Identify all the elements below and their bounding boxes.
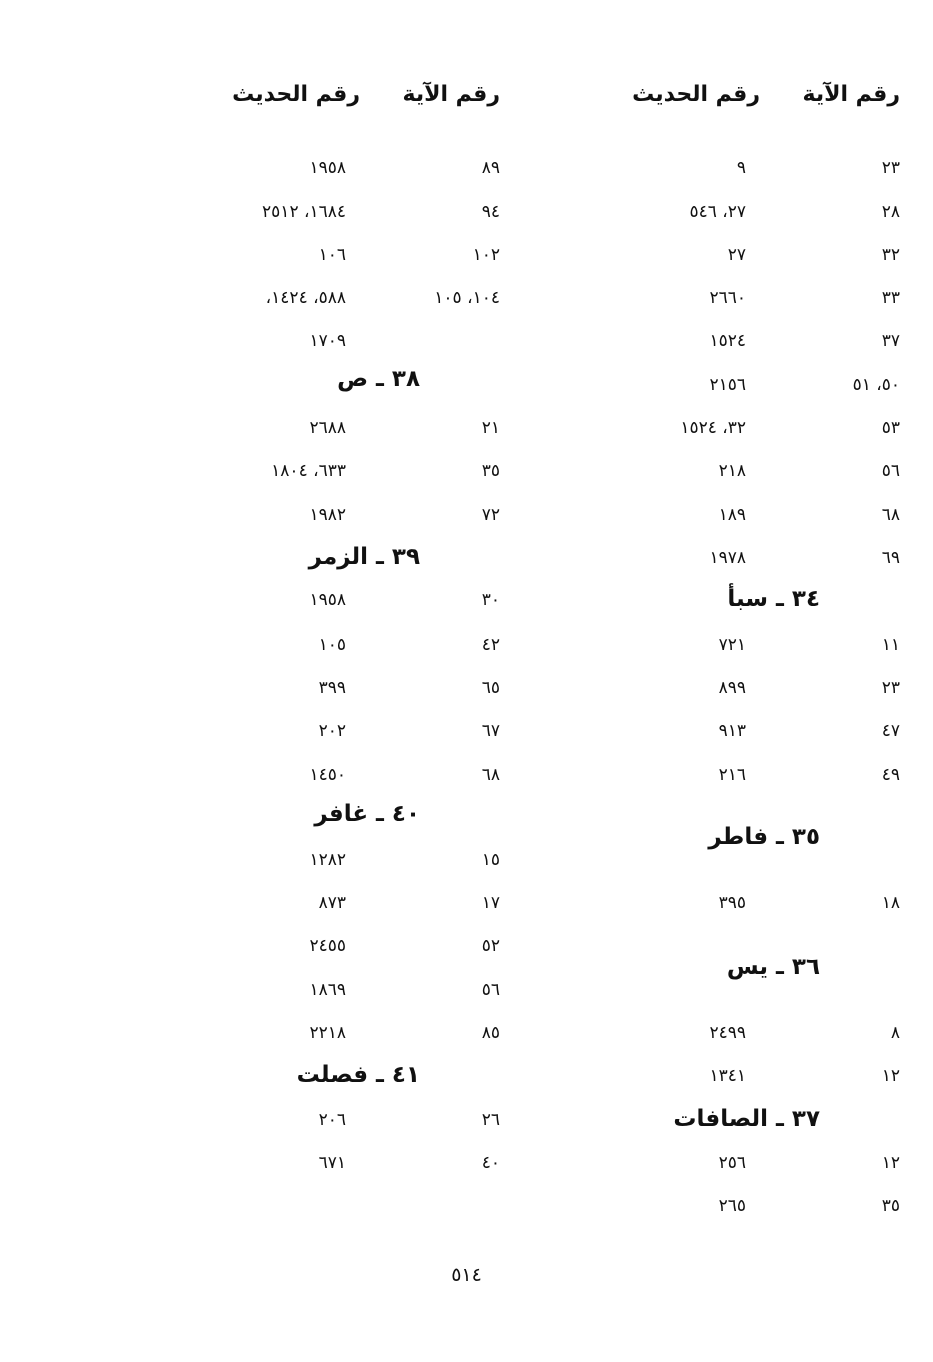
index-row <box>80 678 500 712</box>
aya-number: ٣٧ <box>881 331 900 351</box>
index-row <box>80 1153 500 1187</box>
index-row <box>480 461 900 495</box>
aya-number: ١٧ <box>481 893 500 913</box>
index-row <box>480 635 900 669</box>
aya-number: ٦٧ <box>481 721 500 741</box>
aya-number: ٦٩ <box>881 548 900 568</box>
aya-number: ٣٥ <box>881 1196 900 1216</box>
aya-number: ١٠٤، ١٠٥ <box>434 288 500 308</box>
surah-title: ٤٠ ـ غافر <box>314 801 420 827</box>
hadith-number-header: رقم الحديث <box>632 82 760 107</box>
hadith-number: ٥٨٨، ١٤٢٤، <box>265 288 346 308</box>
aya-number: ٦٨ <box>481 765 500 785</box>
aya-number: ٥٠، ٥١ <box>852 375 900 395</box>
surah-title: ٣٧ ـ الصافات <box>673 1106 820 1132</box>
index-row <box>480 288 900 322</box>
index-row <box>480 721 900 755</box>
index-row <box>80 590 500 624</box>
hadith-number: ١٣٤١ <box>709 1066 746 1086</box>
aya-number: ٢١ <box>481 418 500 438</box>
aya-number: ٩٤ <box>481 202 500 222</box>
index-row <box>80 721 500 755</box>
hadith-number: ٩١٣ <box>718 721 746 741</box>
aya-number: ٢٣ <box>881 678 900 698</box>
aya-number: ٦٥ <box>481 678 500 698</box>
aya-number: ٤٢ <box>481 635 500 655</box>
hadith-number: ١٤٥٠ <box>309 765 346 785</box>
index-row <box>480 245 900 279</box>
aya-number: ٨٩ <box>481 158 500 178</box>
hadith-number: ٢٠٦ <box>318 1110 346 1130</box>
left-column <box>80 0 500 1362</box>
hadith-number: ٣٩٥ <box>718 893 746 913</box>
hadith-number: ٢٢١٨ <box>309 1023 346 1043</box>
index-row <box>480 418 900 452</box>
surah-title: ٤١ ـ فصلت <box>296 1062 420 1088</box>
aya-number-header: رقم الآية <box>402 82 500 107</box>
index-row <box>480 548 900 582</box>
index-row <box>80 245 500 279</box>
index-row <box>480 1066 900 1100</box>
index-row <box>480 893 900 927</box>
hadith-number: ١٧٠٩ <box>309 331 346 351</box>
aya-number: ٥٢ <box>481 936 500 956</box>
index-row <box>80 461 500 495</box>
aya-number: ١٨ <box>881 893 900 913</box>
aya-number: ٨٥ <box>481 1023 500 1043</box>
surah-section-heading <box>480 954 900 992</box>
aya-number: ٣٢ <box>881 245 900 265</box>
hadith-number: ٢١٨ <box>718 461 746 481</box>
hadith-number: ٢٦٥ <box>718 1196 746 1216</box>
surah-section-heading <box>80 544 500 582</box>
hadith-number-header: رقم الحديث <box>232 82 360 107</box>
hadith-number: ٢٠٢ <box>318 721 346 741</box>
index-row <box>80 418 500 452</box>
aya-number: ٢٨ <box>881 202 900 222</box>
hadith-number: ٧٢١ <box>718 635 746 655</box>
aya-number: ١٢ <box>881 1153 900 1173</box>
hadith-number: ٣٢، ١٥٢٤ <box>680 418 746 438</box>
aya-number: ٣٣ <box>881 288 900 308</box>
aya-number-header: رقم الآية <box>802 82 900 107</box>
index-row <box>480 202 900 236</box>
hadith-number: ٨٧٣ <box>318 893 346 913</box>
surah-title: ٣٩ ـ الزمر <box>308 544 420 570</box>
surah-title: ٣٤ ـ سبأ <box>727 586 820 612</box>
hadith-number: ٦٣٣، ١٨٠٤ <box>271 461 346 481</box>
index-row <box>80 893 500 927</box>
aya-number: ٥٦ <box>881 461 900 481</box>
hadith-number: ٢٤٥٥ <box>309 936 346 956</box>
index-row <box>480 765 900 799</box>
surah-section-heading <box>80 801 500 839</box>
aya-number: ١١ <box>881 635 900 655</box>
hadith-number: ١٢٨٢ <box>309 850 346 870</box>
hadith-number: ٢٦٦٠ <box>709 288 746 308</box>
hadith-number: ٨٩٩ <box>718 678 746 698</box>
index-row <box>80 936 500 970</box>
aya-number: ٣٥ <box>481 461 500 481</box>
hadith-number: ١٠٥ <box>318 635 346 655</box>
hadith-number: ٣٩٩ <box>318 678 346 698</box>
index-row <box>480 1196 900 1230</box>
hadith-number: ٢١٦ <box>718 765 746 785</box>
hadith-number: ٢١٥٦ <box>709 375 746 395</box>
index-row <box>480 375 900 409</box>
index-row <box>480 1153 900 1187</box>
hadith-number: ٢٧ <box>727 245 746 265</box>
aya-number: ٥٣ <box>881 418 900 438</box>
aya-number: ١٥ <box>481 850 500 870</box>
index-row <box>480 678 900 712</box>
index-row <box>80 1110 500 1144</box>
surah-section-heading <box>480 586 900 624</box>
hadith-number: ١٦٨٤، ٢٥١٢ <box>262 202 346 222</box>
hadith-number: ٢٥٦ <box>718 1153 746 1173</box>
aya-number: ١٢ <box>881 1066 900 1086</box>
index-row <box>80 202 500 236</box>
hadith-number: ١٩٧٨ <box>709 548 746 568</box>
hadith-number: ١٠٦ <box>318 245 346 265</box>
hadith-number: ١٨٩ <box>718 505 746 525</box>
hadith-number: ١٩٥٨ <box>309 158 346 178</box>
index-row <box>480 331 900 365</box>
aya-number: ٨ <box>890 1023 900 1043</box>
aya-number: ٥٦ <box>481 980 500 1000</box>
index-row <box>80 158 500 192</box>
index-row <box>80 980 500 1014</box>
index-row <box>480 505 900 539</box>
index-row <box>80 288 500 322</box>
surah-section-heading <box>80 366 500 404</box>
aya-number: ١٠٢ <box>472 245 500 265</box>
aya-number: ٧٢ <box>481 505 500 525</box>
hadith-number: ٢٤٩٩ <box>709 1023 746 1043</box>
index-row <box>480 1023 900 1057</box>
aya-number: ٦٨ <box>881 505 900 525</box>
surah-title: ٣٦ ـ يس <box>726 954 820 980</box>
page-number: ٥١٤ <box>451 1264 482 1286</box>
surah-section-heading <box>480 1106 900 1144</box>
index-row <box>80 765 500 799</box>
hadith-number: ٢٦٨٨ <box>309 418 346 438</box>
index-row <box>80 850 500 884</box>
aya-number: ٢٣ <box>881 158 900 178</box>
hadith-number: ١٩٨٢ <box>309 505 346 525</box>
right-column <box>480 0 900 1362</box>
aya-number: ٤٠ <box>481 1153 500 1173</box>
hadith-number: ١٩٥٨ <box>309 590 346 610</box>
aya-number: ٢٦ <box>481 1110 500 1130</box>
index-row <box>80 635 500 669</box>
index-row <box>80 505 500 539</box>
index-row <box>80 1023 500 1057</box>
aya-number: ٣٠ <box>481 590 500 610</box>
hadith-number: ٢٧، ٥٤٦ <box>689 202 746 222</box>
hadith-number: ٩ <box>736 158 746 178</box>
surah-section-heading <box>80 1062 500 1100</box>
aya-number: ٤٩ <box>881 765 900 785</box>
aya-number: ٤٧ <box>881 721 900 741</box>
surah-title: ٣٨ ـ ص <box>337 366 420 392</box>
surah-title: ٣٥ ـ فاطر <box>708 824 820 850</box>
surah-section-heading <box>480 824 900 862</box>
hadith-number: ١٨٦٩ <box>309 980 346 1000</box>
index-row <box>80 331 500 365</box>
hadith-number: ٦٧١ <box>318 1153 346 1173</box>
hadith-number: ١٥٢٤ <box>709 331 746 351</box>
index-row <box>480 158 900 192</box>
